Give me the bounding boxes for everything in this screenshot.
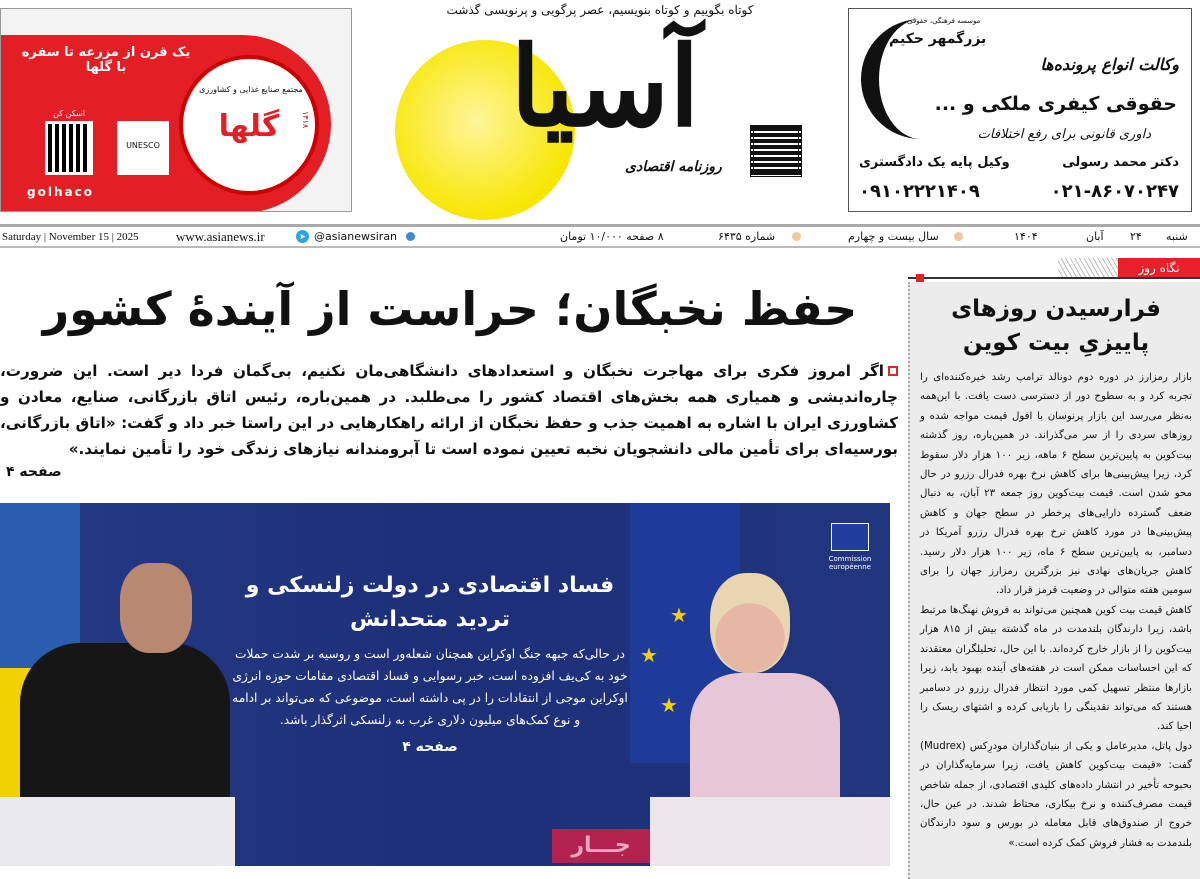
ad-company: مجتمع صنایع غذایی و کشاورزی [199,85,303,94]
feature-photo[interactable] [0,503,890,866]
square-bullet-icon [888,366,898,376]
verified-icon [406,232,415,241]
tagline: کوتاه بگوییم و کوتاه بنویسیم، عصر پرگویی و پرنویسی گذشت [446,3,754,17]
main-headline[interactable]: حفظ نخبگان؛ حراست از آیندهٔ کشور [42,282,858,336]
newspaper-logo: آسیا [510,22,700,151]
section-tag: جـــار [552,829,650,863]
dot-separator [792,232,801,241]
column-tag: نگاه روز [1118,258,1200,278]
side-paragraph: بازار رمزارز در دوره دوم دونالد ترامپ رشد خیره‌کننده‌ای را تجربه کرد و به سطوح دور از دسترسی دست یافت. با این‌همه به‌نظر می‌رسد این بازار پرنوسان با افول قیمت مواجه شده و روزهای سردی را از سر می‌گذراند. در همین‌باره، روز گذشته بیت‌کوین به پایین‌ترین سطح ۶ ماهه، زیر ۱۰۰ هزار دلار سقوط کرد، زیرا پیش‌بینی‌ها برای کاهش نرخ بهره فدرال رزرو در حال محو شدن است. قیمت بیت‌کوین روز جمعه ۲۳ آبان، به دنبال ضعف گسترده دارایی‌های پرخطر در سطح جهان و کاهش پیش‌بینی‌ها در مورد کاهش نرخ بهره فدرال رزرو آمریکا در دسامبر، به پایین‌ترین سطح ۶ ماه، زیر ۱۰۰ هزار دلار رسید. کاهش جریان‌های نهادی نیز بزرگترین رمزارز جهان را برای سومین هفته متوالی در وضعیت قرمز قرار داد. [920,372,1192,597]
ad-slogan: یک قرن از مزرعه تا سفره با گلها [21,45,191,75]
weekday: شنبه [1166,230,1188,243]
phone-number: ۰۲۱-۸۶۰۷۰۲۴۷ [1050,181,1179,202]
podium [650,797,890,866]
lawyer-row [859,155,1179,170]
phone-row [859,181,1179,202]
lead-paragraph [0,358,898,462]
star-icon: ★ [660,693,678,717]
qr-label: اسکن کن [53,109,85,118]
qr-code-icon [45,121,93,175]
lead-block [0,358,898,500]
commission-logo [815,523,885,593]
side-article-title: فرارسیدن روزهای پاییزیِ بیت کوین [951,296,1161,356]
ad-line: حقوقی کیفری ملکی و ... [934,93,1177,115]
pages-price: ۸ صفحه ۱۰/۰۰۰ تومان [560,230,664,243]
lawyer-title: وکیل پایه یک دادگستری [859,155,1010,170]
photo-story [232,569,628,757]
volume: سال بیست و چهارم [848,230,939,243]
month: آبان [1086,230,1104,243]
side-paragraph: دول پاتل، مدیرعامل و یکی از بنیان‌گذاران مودرِکس (Mudrex) گفت: «قیمت بیت‌کوین کاهش یافت، زیرا سرمایه‌گذاران در بحبوحه تأخیر در انتشار داده‌های کلیدی اقتصادی، از جمله شاخص قیمت مصرف‌کننده و نرخ بیکاری، محتاط شدند. در عین حال، خروج از صندوق‌های قابل معامله در بورس و سود دارندگان بلندمدت به فشار فروش کمک کرده است.» [920,740,1192,849]
lead-text: اگر امروز فکری برای مهاجرت نخبگان و استعدادهای دانشگاهی‌مان نکنیم، بی‌گمان فردا دیر است. این ضرورت، چاره‌اندیشی و همیاری همه بخش‌های اقتصاد کشور را می‌طلبد. در همین‌باره، رئیس اتاق بازرگانی، صنایع، معادن و کشاورزی ایران با اشاره به اهمیت جذب و حفظ نخبگان از ارائه راهکارهایی در این راستا خبر داد و گفت: «اتاق بازرگانی، بورسیه‌ای برای تأمین مالی دانشجویان نخبه تعیین نموده است تا آبرومندانه نیازهای زندگی خود را تأمین نمایند.» [0,362,898,458]
issue-info-bar [0,224,1200,248]
issue-number: شماره ۶۴۳۵ [718,230,776,243]
golha-advertisement[interactable] [0,8,352,212]
side-paragraph: کاهش قیمت بیت کوین همچنین می‌تواند به فروش نهنگ‌ها مرتبط باشد، زیرا دارندگان بلندمدت در ماه گذشته بیش از ۸۱۵ هزار بیت‌کوین را از بازار خارج کرده‌اند. با این حال، تحلیلگران معتقدند که این احساسات ممکن است در هفته‌های آینده بهبود یابد، زیرا بازارها منتظر تسهیل کمی مورد انتظار فدرال رزرو در دسامبر هستند که می‌تواند نقدینگی را بازیابی کرده و اشتهای ریسک را احیا کند. [920,604,1193,733]
photo-text: در حالی‌که جبهه جنگ اوکراین همچنان شعله‌ور است و روسیه بر شدت حملات خود به کی‌یف افزوده است، خبر رسوایی و فساد اقتصادی مقامات حوزه انرژی اوکراین موجی از انتقادات را در پی داشته است، موضوعی که می‌تواند بر ادامه و نوع کمک‌های میلیون دلاری غرب به زلنسکی اثرگذار باشد. [232,647,628,727]
ad-line: وکالت انواع پرونده‌ها [1040,55,1179,74]
divider [908,277,1200,279]
logo-caption: موسسه فرهنگی، حقوقی [907,17,981,25]
day-number: ۲۴ [1130,230,1142,243]
podium [0,797,235,866]
ad-line: داوری قانونی برای رفع اختلافات [977,127,1151,142]
side-column-article[interactable] [908,282,1200,879]
red-marker [916,274,924,282]
page-reference[interactable]: صفحه ۴ [402,739,458,755]
qr-code-icon [750,125,802,177]
telegram-handle[interactable]: @asianewsiran [314,230,398,243]
logo-name: بزرگمهر حکیم [889,31,987,47]
dot-separator [954,232,963,241]
ad-brand-logo: گلها [218,109,280,144]
photo-headline: فساد اقتصادی در دولت زلنسکی و تردید متحدانش [245,573,615,632]
lawyer-name: دکتر محمد رسولی [1062,155,1179,170]
law-office-advertisement[interactable] [848,8,1192,212]
english-date: Saturday | November 15 | 2025 [2,230,139,243]
page-reference[interactable]: صفحه ۴ [6,464,62,480]
year: ۱۴۰۴ [1014,230,1038,243]
newspaper-type: روزنامه اقتصادی [625,159,722,175]
unesco-logo: UNESCO [117,121,169,175]
star-icon: ★ [640,643,658,667]
mobile-number: ۰۹۱۰۲۲۲۱۴۰۹ [859,181,980,202]
commission-label: Commission européenne [828,555,872,571]
telegram-icon: ➤ [296,230,309,243]
star-icon: ★ [670,603,688,627]
ad-established-year: ۱۳۱۸ [301,111,310,129]
website-link[interactable]: www.asianews.ir [176,228,265,244]
ad-social-handle: golhaco [27,185,94,199]
